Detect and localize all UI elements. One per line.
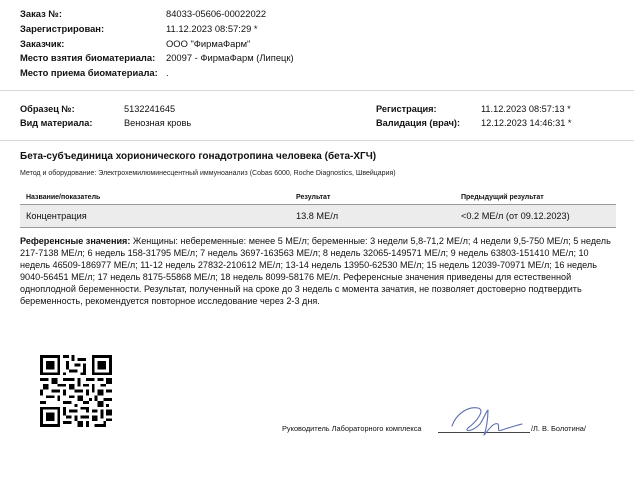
order-value: 84033-05606-00022022 <box>166 8 267 19</box>
header-divider <box>0 90 634 91</box>
qr-code <box>40 355 112 427</box>
reference-label: Референсные значения: <box>20 236 131 246</box>
row-result: 13.8 МЕ/л <box>296 211 339 221</box>
registered-value: 11.12.2023 08:57:29 * <box>166 23 258 34</box>
registered-label: Зарегистрирован: <box>20 23 105 34</box>
signer-role: Руководитель Лабораторного комплекса <box>282 424 422 433</box>
test-title: Бета-субъединица хорионического гонадотропина человека (бета-ХГЧ) <box>20 151 377 162</box>
sample-label: Образец №: <box>20 104 75 114</box>
signer-name: /Л. В. Болотина/ <box>531 424 586 433</box>
sample-value: 5132241645 <box>124 104 176 114</box>
registration-label: Регистрация: <box>376 104 437 114</box>
material-value: Венозная кровь <box>124 118 192 128</box>
registration-value: 11.12.2023 08:57:13 * <box>481 104 571 114</box>
client-label: Заказчик: <box>20 38 65 49</box>
col-header-result: Результат <box>296 194 331 201</box>
row-name: Концентрация <box>26 211 87 221</box>
reference-values <box>20 235 614 308</box>
validation-label: Валидация (врач): <box>376 118 461 128</box>
reference-text: Женщины: небеременные: менее 5 МЕ/л; беременные: 3 недели 5,8-71,2 МЕ/л; 4 недели 9,5-750 МЕ/л; 5 недель 217-7138 МЕ/л; 6 недель 158-31795 МЕ/л; 7 недель 3697-163563 МЕ/л; 8 недель 32065-149571 МЕ/л; 9 недель 63803-151410 МЕ/л; 10 недель 46509-186977 МЕ/л; 11-12 недель 27832-210612 МЕ/л; 13-14 недель 13950-62530 МЕ/л; 15 недель 12039-70971 МЕ/л; 16 недель 9040-56451 МЕ/л; 17 недель 8175-55868 МЕ/л; 18 недель 8099-58176 МЕ/л. Референсные значения приведены для естественной одноплодной беременности. Результат, полученный на сроке до 3 недель с момента зачатия, не позволяет достоверно подтвердить беременность, рекомендуется повторное исследование через 2-3 дня. <box>20 236 611 307</box>
row-previous: <0.2 МЕ/л (от 09.12.2023) <box>461 211 570 221</box>
handwritten-signature <box>446 402 526 438</box>
collect-place-value: 20097 - ФирмаФарм (Липецк) <box>166 52 294 63</box>
receive-place-value: . <box>166 67 169 78</box>
validation-value: 12.12.2023 14:46:31 * <box>481 118 572 128</box>
table-bottom-border <box>20 227 616 228</box>
col-header-previous: Предыдущий результат <box>461 194 544 201</box>
receive-place-label: Место приема биоматериала: <box>20 67 158 78</box>
collect-place-label: Место взятия биоматериала: <box>20 52 156 63</box>
client-value: ООО "ФирмаФарм" <box>166 38 251 49</box>
material-label: Вид материала: <box>20 118 93 128</box>
sample-divider <box>0 140 634 141</box>
col-header-name: Название/показатель <box>26 194 101 201</box>
order-label: Заказ №: <box>20 8 62 19</box>
test-method: Метод и оборудование: Электрохемилюминесцентный иммуноанализ (Cobas 6000, Roche Diagnostics, Швейцария) <box>20 170 396 177</box>
